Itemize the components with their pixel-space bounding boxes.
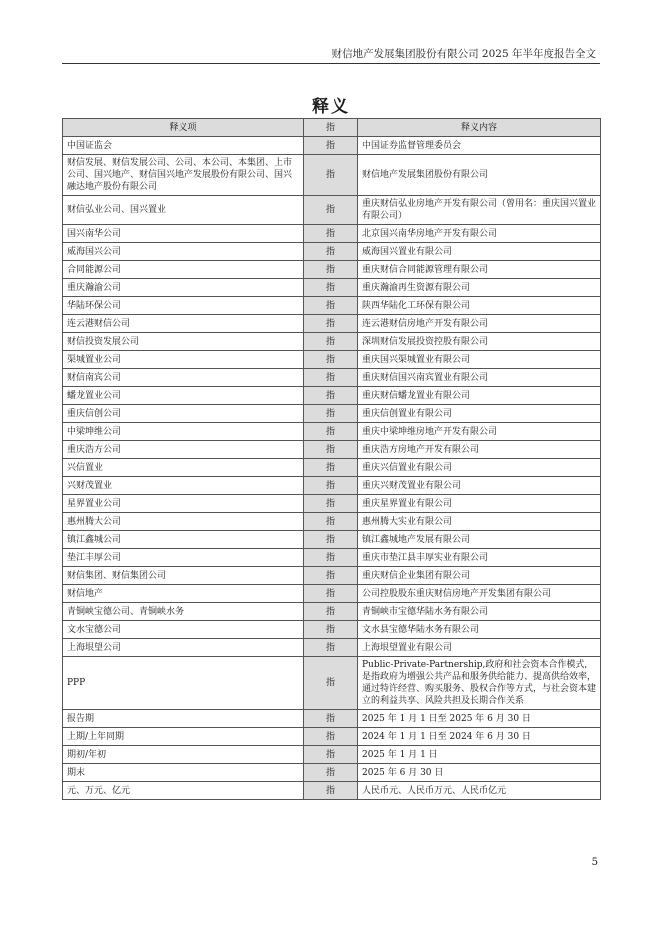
definition-cell: 深圳财信发展投资控股有限公司 xyxy=(358,333,601,351)
table-row xyxy=(63,333,601,351)
definition-cell: 重庆财信国兴南宾置业有限公司 xyxy=(358,369,601,387)
table-row xyxy=(63,764,601,782)
refers-cell: 指 xyxy=(304,243,358,261)
definition-cell: 人民币元、人民币万元、人民币亿元 xyxy=(358,782,601,800)
term-cell: 国兴南华公司 xyxy=(63,225,304,243)
definition-cell: 重庆瀚渝再生资源有限公司 xyxy=(358,279,601,297)
definition-cell: 重庆国兴渠城置业有限公司 xyxy=(358,351,601,369)
table-row xyxy=(63,513,601,531)
refers-cell: 指 xyxy=(304,315,358,333)
table-row xyxy=(63,549,601,567)
term-cell: 重庆瀚渝公司 xyxy=(63,279,304,297)
refers-cell: 指 xyxy=(304,782,358,800)
header-divider xyxy=(62,63,600,64)
table-row xyxy=(63,225,601,243)
page-title: 释义 xyxy=(312,97,350,117)
term-cell: 期末 xyxy=(63,764,304,782)
term-cell: 上期/上年同期 xyxy=(63,728,304,746)
term-cell: 星界置业公司 xyxy=(63,495,304,513)
term-cell: 威海国兴公司 xyxy=(63,243,304,261)
column-header-refers: 指 xyxy=(304,119,358,137)
definition-cell: 上海垠望置业有限公司 xyxy=(358,639,601,657)
table-row xyxy=(63,351,601,369)
refers-cell: 指 xyxy=(304,603,358,621)
table-row xyxy=(63,405,601,423)
table-row xyxy=(63,196,601,225)
page-header-title: 财信地产发展集团股份有限公司 2025 年半年度报告全文 xyxy=(331,48,596,60)
refers-cell: 指 xyxy=(304,531,358,549)
refers-cell: 指 xyxy=(304,369,358,387)
term-cell: 蟠龙置业公司 xyxy=(63,387,304,405)
term-cell: 财信弘业公司、国兴置业 xyxy=(63,196,304,225)
table-row xyxy=(63,441,601,459)
table-row xyxy=(63,639,601,657)
table-row xyxy=(63,603,601,621)
term-cell: 财信投资发展公司 xyxy=(63,333,304,351)
table-row xyxy=(63,531,601,549)
refers-cell: 指 xyxy=(304,567,358,585)
table-row xyxy=(63,782,601,800)
term-cell: 重庆信创公司 xyxy=(63,405,304,423)
definition-cell: 重庆财信合同能源管理有限公司 xyxy=(358,261,601,279)
term-cell: 兴信置业 xyxy=(63,459,304,477)
table-row xyxy=(63,495,601,513)
term-cell: 财信地产 xyxy=(63,585,304,603)
refers-cell: 指 xyxy=(304,585,358,603)
refers-cell: 指 xyxy=(304,196,358,225)
term-cell: 报告期 xyxy=(63,710,304,728)
refers-cell: 指 xyxy=(304,261,358,279)
refers-cell: 指 xyxy=(304,137,358,155)
term-cell: 垫江丰厚公司 xyxy=(63,549,304,567)
definition-cell: 连云港财信房地产开发有限公司 xyxy=(358,315,601,333)
refers-cell: 指 xyxy=(304,477,358,495)
column-header-term: 释义项 xyxy=(63,119,304,137)
table-row xyxy=(63,369,601,387)
table-row xyxy=(63,137,601,155)
refers-cell: 指 xyxy=(304,621,358,639)
definition-cell: 重庆中梁坤维房地产开发有限公司 xyxy=(358,423,601,441)
refers-cell: 指 xyxy=(304,155,358,196)
definition-cell: 重庆浩方房地产开发有限公司 xyxy=(358,441,601,459)
definition-cell: 威海国兴置业有限公司 xyxy=(358,243,601,261)
refers-cell: 指 xyxy=(304,549,358,567)
term-cell: PPP xyxy=(63,657,304,710)
term-cell: 财信南宾公司 xyxy=(63,369,304,387)
definition-cell: 公司控股股东重庆财信房地产开发集团有限公司 xyxy=(358,585,601,603)
term-cell: 渠城置业公司 xyxy=(63,351,304,369)
definition-cell: 财信地产发展集团股份有限公司 xyxy=(358,155,601,196)
term-cell: 元、万元、亿元 xyxy=(63,782,304,800)
refers-cell: 指 xyxy=(304,657,358,710)
term-cell: 镇江鑫城公司 xyxy=(63,531,304,549)
definition-cell: 惠州腾大实业有限公司 xyxy=(358,513,601,531)
table-row xyxy=(63,387,601,405)
table-row xyxy=(63,423,601,441)
definition-cell: 2025 年 1 月 1 日至 2025 年 6 月 30 日 xyxy=(358,710,601,728)
refers-cell: 指 xyxy=(304,441,358,459)
refers-cell: 指 xyxy=(304,423,358,441)
term-cell: 惠州腾大公司 xyxy=(63,513,304,531)
definition-cell: 北京国兴南华房地产开发有限公司 xyxy=(358,225,601,243)
refers-cell: 指 xyxy=(304,333,358,351)
definition-cell: 重庆市垫江县丰厚实业有限公司 xyxy=(358,549,601,567)
table-row xyxy=(63,297,601,315)
definition-cell: 重庆财信企业集团有限公司 xyxy=(358,567,601,585)
definition-cell: 重庆财信弘业房地产开发有限公司（曾用名：重庆国兴置业有限公司） xyxy=(358,196,601,225)
table-row xyxy=(63,279,601,297)
definition-cell: 重庆财信蟠龙置业有限公司 xyxy=(358,387,601,405)
refers-cell: 指 xyxy=(304,225,358,243)
refers-cell: 指 xyxy=(304,405,358,423)
table-row xyxy=(63,477,601,495)
definition-cell: 重庆信创置业有限公司 xyxy=(358,405,601,423)
refers-cell: 指 xyxy=(304,513,358,531)
definition-cell: 重庆兴财茂置业有限公司 xyxy=(358,477,601,495)
page-number: 5 xyxy=(591,857,598,868)
term-cell: 华陆环保公司 xyxy=(63,297,304,315)
table-row xyxy=(63,567,601,585)
table-row xyxy=(63,728,601,746)
definition-cell: Public-Private-Partnership,政府和社会资本合作模式,是指政府为增强公共产品和服务供给能力、提高供给效率，通过特许经营、购买服务、股权合作等方式，与社会资本建立的利益共享、风险共担及长期合作关系 xyxy=(358,657,601,710)
column-header-definition: 释义内容 xyxy=(358,119,601,137)
refers-cell: 指 xyxy=(304,297,358,315)
term-cell: 中国证监会 xyxy=(63,137,304,155)
refers-cell: 指 xyxy=(304,746,358,764)
table-row xyxy=(63,243,601,261)
term-cell: 上海垠望公司 xyxy=(63,639,304,657)
refers-cell: 指 xyxy=(304,351,358,369)
definition-cell: 重庆星界置业有限公司 xyxy=(358,495,601,513)
definition-cell: 青铜峡市宝德华陆水务有限公司 xyxy=(358,603,601,621)
table-row xyxy=(63,315,601,333)
term-cell: 期初/年初 xyxy=(63,746,304,764)
term-cell: 青铜峡宝德公司、青铜峡水务 xyxy=(63,603,304,621)
term-cell: 中梁坤维公司 xyxy=(63,423,304,441)
table-row xyxy=(63,710,601,728)
refers-cell: 指 xyxy=(304,710,358,728)
term-cell: 文水宝德公司 xyxy=(63,621,304,639)
definition-cell: 陕西华陆化工环保有限公司 xyxy=(358,297,601,315)
refers-cell: 指 xyxy=(304,764,358,782)
term-cell: 财信集团、财信集团公司 xyxy=(63,567,304,585)
refers-cell: 指 xyxy=(304,459,358,477)
refers-cell: 指 xyxy=(304,639,358,657)
refers-cell: 指 xyxy=(304,279,358,297)
refers-cell: 指 xyxy=(304,387,358,405)
term-cell: 兴财茂置业 xyxy=(63,477,304,495)
refers-cell: 指 xyxy=(304,728,358,746)
definition-cell: 2025 年 6 月 30 日 xyxy=(358,764,601,782)
table-row xyxy=(63,261,601,279)
definition-cell: 重庆兴信置业有限公司 xyxy=(358,459,601,477)
table-row xyxy=(63,585,601,603)
term-cell: 重庆浩方公司 xyxy=(63,441,304,459)
definition-cell: 镇江鑫城地产发展有限公司 xyxy=(358,531,601,549)
refers-cell: 指 xyxy=(304,495,358,513)
definition-cell: 2024 年 1 月 1 日至 2024 年 6 月 30 日 xyxy=(358,728,601,746)
definition-cell: 中国证券监督管理委员会 xyxy=(358,137,601,155)
term-cell: 财信发展、财信发展公司、公司、本公司、本集团、上市公司、国兴地产、财信国兴地产发展股份有限公司、国兴融达地产股份有限公司 xyxy=(63,155,304,196)
definitions-table xyxy=(62,118,601,800)
term-cell: 连云港财信公司 xyxy=(63,315,304,333)
definition-cell: 文水县宝德华陆水务有限公司 xyxy=(358,621,601,639)
table-header-row xyxy=(63,119,601,137)
table-row xyxy=(63,746,601,764)
table-row xyxy=(63,621,601,639)
table-row xyxy=(63,459,601,477)
table-row xyxy=(63,657,601,710)
term-cell: 合同能源公司 xyxy=(63,261,304,279)
table-row xyxy=(63,155,601,196)
definition-cell: 2025 年 1 月 1 日 xyxy=(358,746,601,764)
